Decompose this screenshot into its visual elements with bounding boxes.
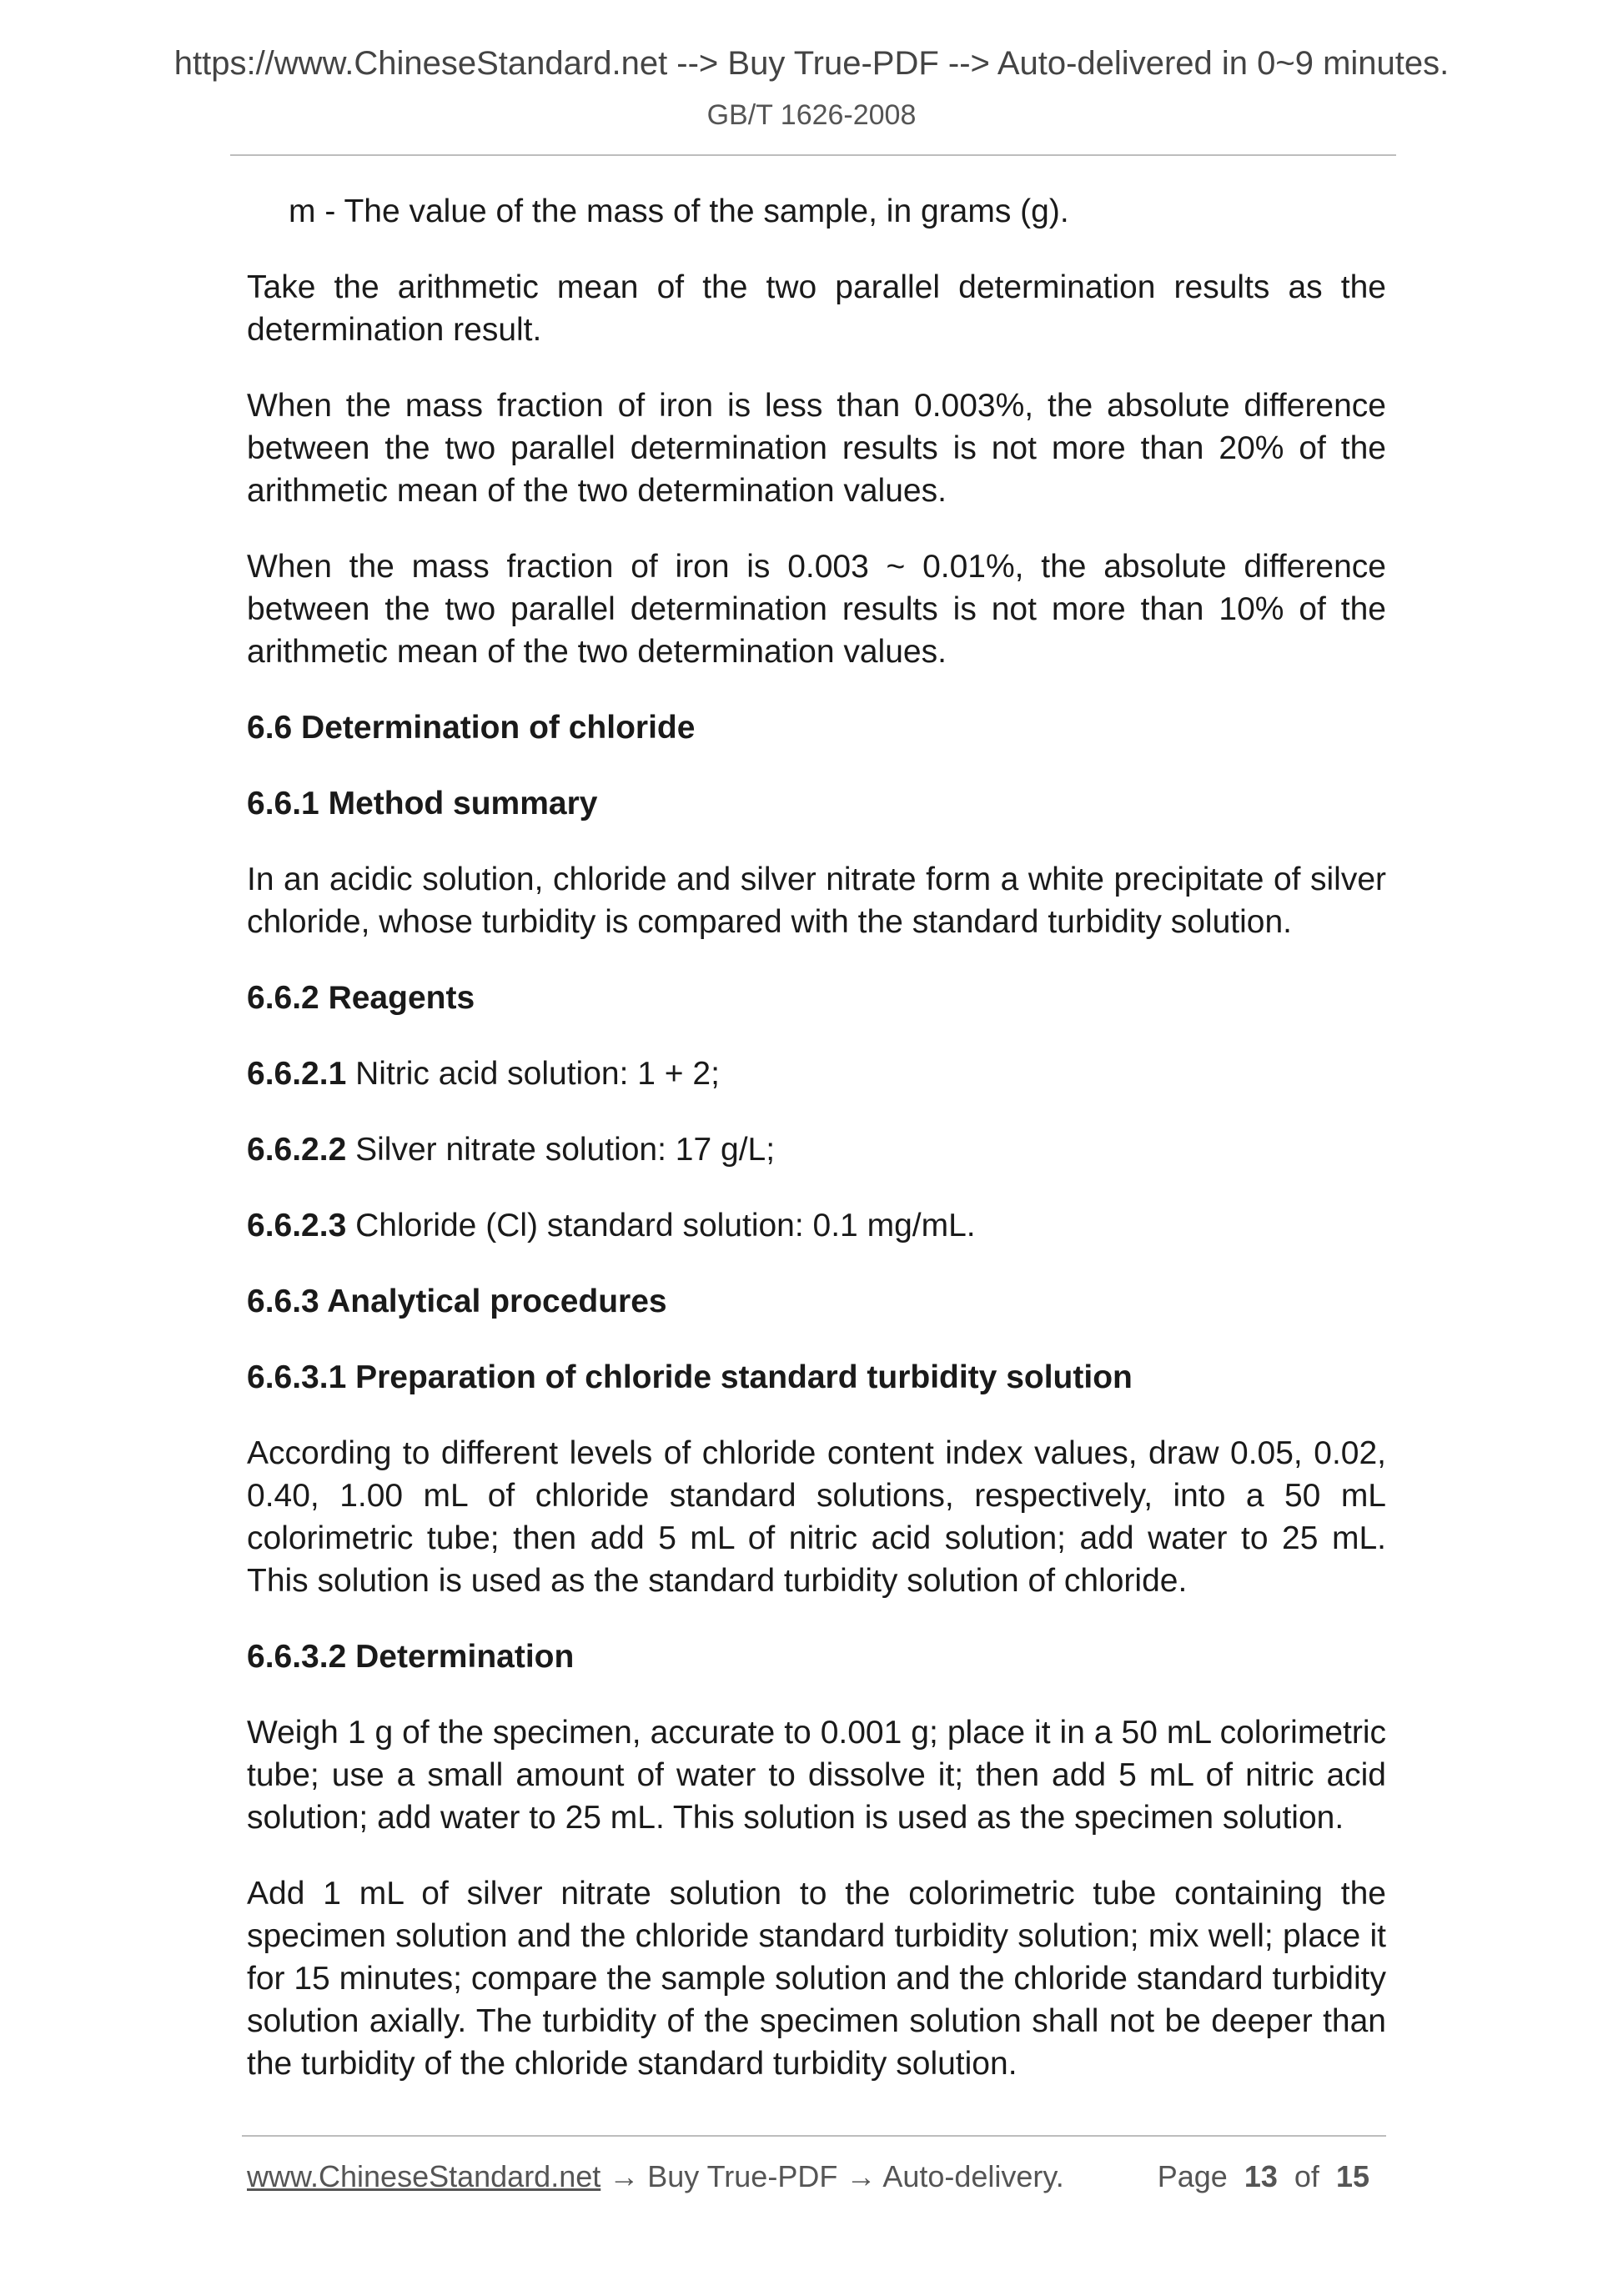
section-heading-6-6-3-1: 6.6.3.1 Preparation of chloride standard turbidity solution xyxy=(247,1359,1133,1395)
header-divider xyxy=(230,154,1396,156)
paragraph-iron-low: When the mass fraction of iron is less than 0.003%, the absolute difference between the two parallel determination results is not more than 20% of the arithmetic mean of the two determination values. xyxy=(247,388,1386,509)
reagent-text: Nitric acid solution: 1 + 2; xyxy=(346,1056,720,1092)
reagent-text: Silver nitrate solution: 17 g/L; xyxy=(346,1132,776,1168)
reagent-number: 6.6.2.2 xyxy=(247,1132,347,1168)
section-heading-6-6-1: 6.6.1 Method summary xyxy=(247,786,598,821)
header-url-line: https://www.ChineseStandard.net --> Buy True-PDF --> Auto-delivered in 0~9 minutes. xyxy=(173,45,1450,82)
footer-left xyxy=(247,2158,1064,2195)
paragraph-mean: Take the arithmetic mean of the two parallel determination results as the determination result. xyxy=(247,269,1386,348)
section-heading-6-6-3-2: 6.6.3.2 Determination xyxy=(247,1639,575,1675)
page-current: 13 xyxy=(1244,2159,1278,2193)
section-heading-6-6-2: 6.6.2 Reagents xyxy=(247,980,475,1016)
reagent-item-3 xyxy=(247,1204,1386,1247)
reagent-text: Chloride (Cl) standard solution: 0.1 mg/mL. xyxy=(346,1208,976,1243)
paragraph-add-silver-nitrate: Add 1 mL of silver nitrate solution to the colorimetric tube containing the specimen solution and the chloride standard turbidity solution; mix well; place it for 15 minutes; compare the sample solution and the chloride standard turbidity solution axially. The turbidity of the specimen solution shall not be deeper than the turbidity of the chloride standard turbidity solution. xyxy=(247,1876,1386,2082)
paragraph-iron-mid: When the mass fraction of iron is 0.003 ~ 0.01%, the absolute difference between the two parallel determination results is not more than 10% of the arithmetic mean of the two determination values. xyxy=(247,549,1386,670)
standard-code: GB/T 1626-2008 xyxy=(706,99,917,131)
section-heading-6-6-3: 6.6.3 Analytical procedures xyxy=(247,1284,667,1319)
paragraph-weigh: Weigh 1 g of the specimen, accurate to 0.001 g; place it in a 50 mL colorimetric tube; use a small amount of water to dissolve it; then add 5 mL of nitric acid solution; add water to 25 mL. This solution is used as the specimen solution. xyxy=(247,1715,1386,1836)
site-link[interactable]: www.ChineseStandard.net xyxy=(247,2159,601,2193)
page-indicator xyxy=(1158,2158,1369,2195)
reagent-item-1 xyxy=(247,1053,1386,1095)
paragraph-method-summary: In an acidic solution, chloride and silver nitrate form a white precipitate of silver chloride, whose turbidity is compared with the standard turbidity solution. xyxy=(247,862,1386,940)
page-label: Page xyxy=(1157,2159,1228,2193)
reagent-number: 6.6.2.3 xyxy=(247,1208,347,1243)
reagent-item-2 xyxy=(247,1128,1386,1171)
reagent-number: 6.6.2.1 xyxy=(247,1056,347,1092)
footer-tagline: → Buy True-PDF → Auto-delivery. xyxy=(600,2159,1064,2193)
paragraph-preparation: According to different levels of chloride content index values, draw 0.05, 0.02, 0.40, 1.00 mL of chloride standard solutions, respectively, into a 50 mL colorimetric tube; then add 5 mL of nitric acid solution; add water to 25 mL. This solution is used as the standard turbidity solution of chloride. xyxy=(247,1435,1386,1599)
section-heading-6-6: 6.6 Determination of chloride xyxy=(247,710,696,746)
variable-definition-m: m - The value of the mass of the sample, in grams (g). xyxy=(289,193,1069,229)
page-total: 15 xyxy=(1335,2159,1369,2193)
footer-divider xyxy=(242,2135,1386,2137)
page-of: of xyxy=(1294,2159,1319,2193)
document-body xyxy=(247,190,1386,2118)
